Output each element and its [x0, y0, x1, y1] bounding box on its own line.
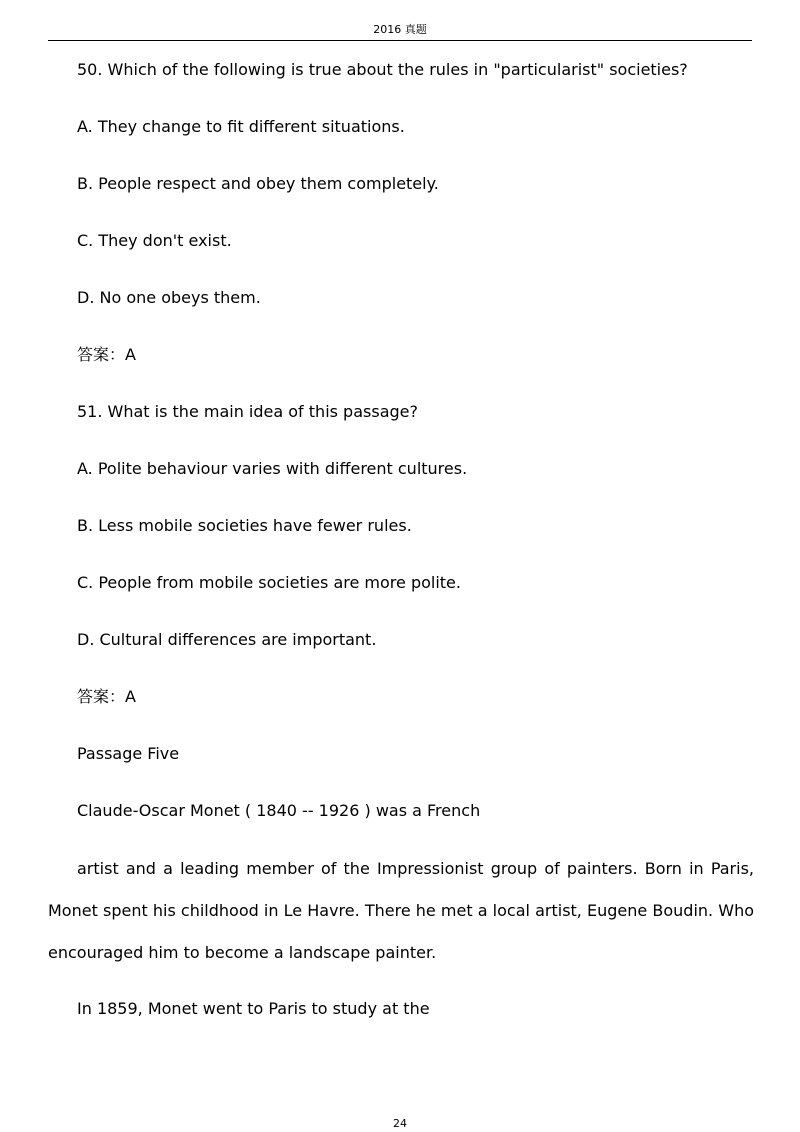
question-51-option-a: A. Polite behaviour varies with different cultures. — [77, 459, 468, 478]
question-50-answer: 答案：A — [77, 345, 136, 364]
header-rule — [48, 40, 752, 41]
question-51-stem: 51. What is the main idea of this passage? — [77, 402, 418, 421]
page-header: 2016 真题 — [373, 23, 427, 36]
question-50-stem: 50. Which of the following is true about the rules in "particularist" societies? — [77, 60, 688, 79]
question-51-option-c: C. People from mobile societies are more polite. — [77, 573, 461, 592]
passage-next-line: In 1859, Monet went to Paris to study at the — [77, 999, 430, 1018]
question-50-option-a: A. They change to fit different situations. — [77, 117, 405, 136]
question-50-option-b: B. People respect and obey them completely. — [77, 174, 439, 193]
passage-first-line: Claude-Oscar Monet ( 1840 -- 1926 ) was a French — [77, 801, 481, 820]
question-50-option-d: D. No one obeys them. — [77, 288, 261, 307]
question-51-answer: 答案：A — [77, 687, 136, 706]
passage-paragraph: artist and a leading member of the Impressionist group of painters. Born in Paris, Monet spent his childhood in Le Havre. There he met a local artist, Eugene Boudin. Who encouraged him to become a landscape painter. — [48, 859, 754, 962]
passage-title: Passage Five — [77, 744, 180, 763]
question-51-option-d: D. Cultural differences are important. — [77, 630, 377, 649]
question-51-option-b: B. Less mobile societies have fewer rules. — [77, 516, 412, 535]
question-50-option-c: C. They don't exist. — [77, 231, 232, 250]
page-number: 24 — [393, 1117, 407, 1130]
